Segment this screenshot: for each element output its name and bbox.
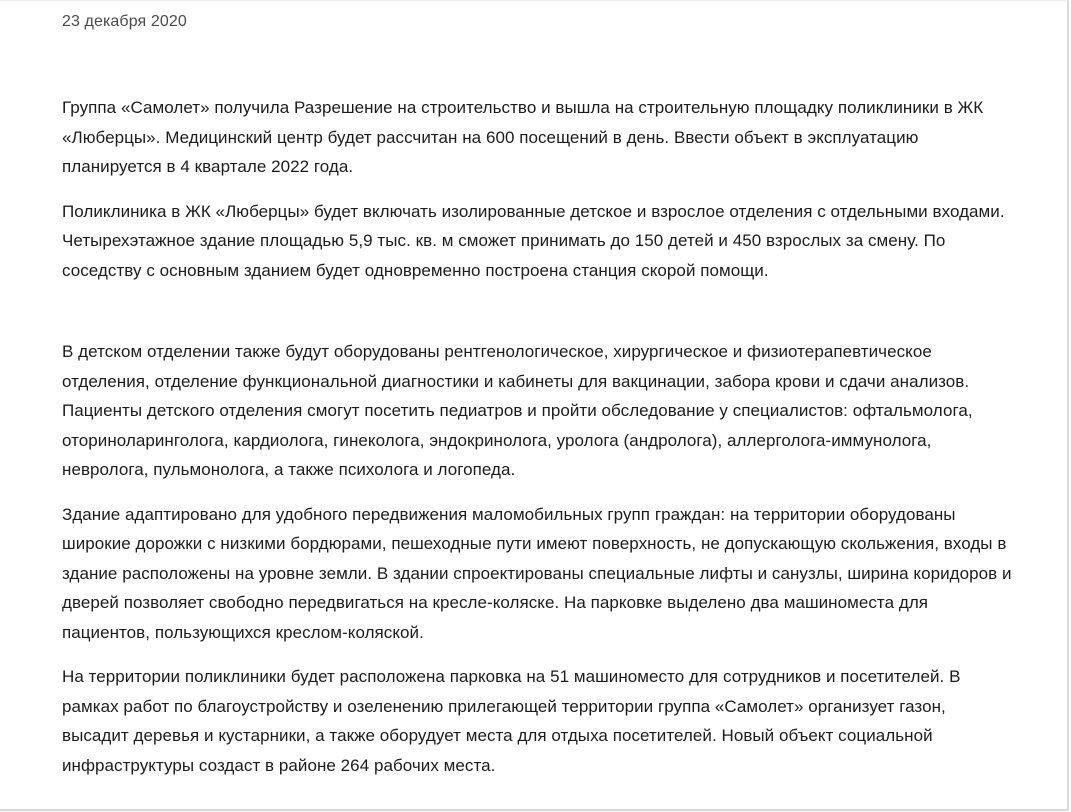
article-paragraph: Здание адаптировано для удобного передвижения маломобильных групп граждан: на территории оборудованы широкие дорожки с низкими бордюрами, пешеходные пути имеют поверхность, не допускающую скольжения, входы в здание расположены на уровне земли. В здании спроектированы специальные лифты и санузлы, ширина коридоров и дверей позволяет свободно передвигаться на кресле-коляске. На парковке выделено два машиноместа для пациентов, пользующихся креслом-коляской.: [62, 504, 1012, 642]
article-paragraph: Группа «Самолет» получила Разрешение на строительство и вышла на строительную площадку поликлиники в ЖК «Люберцы». Медицинский центр будет рассчитан на 600 посещений в день. Ввести объект в эксплуатацию планируется в 4 квартале 2022 года.: [62, 98, 984, 176]
article-paragraph: На территории поликлиники будет расположена парковка на 51 машиноместо для сотрудников и посетителей. В рамках работ по благоустройству и озеленению прилегающей территории группа «Самолет» организует газон, высадит деревья и кустарники, а также оборудует места для отдыха посетителей. Новый объект социальной инфраструктуры создаст в районе 264 рабочих места.: [62, 667, 961, 775]
publication-date: 23 декабря 2020: [62, 13, 187, 30]
article-paragraph: Поликлиника в ЖК «Люберцы» будет включать изолированные детское и взрослое отделения с отдельными входами. Четырехэтажное здание площадью 5,9 тыс. кв. м сможет принимать до 150 детей и 450 взрослых за смену. По соседству с основным зданием будет одновременно построена станция скорой помощи.: [62, 201, 1005, 280]
article-body: [62, 93, 1012, 780]
article-paragraph: В детском отделении также будут оборудованы рентгенологическое, хирургическое и физиотерапевтическое отделения, отделение функциональной диагностики и кабинеты для вакцинации, забора крови и сдачи анализов. Пациенты детского отделения смогут посетить педиатров и пройти обследование у специалистов: офтальмолога, оториноларинголога, кардиолога, гинеколога, эндокринолога, уролога (андролога), аллерголога-иммунолога, невролога, пульмонолога, а также психолога и логопеда.: [62, 342, 973, 479]
